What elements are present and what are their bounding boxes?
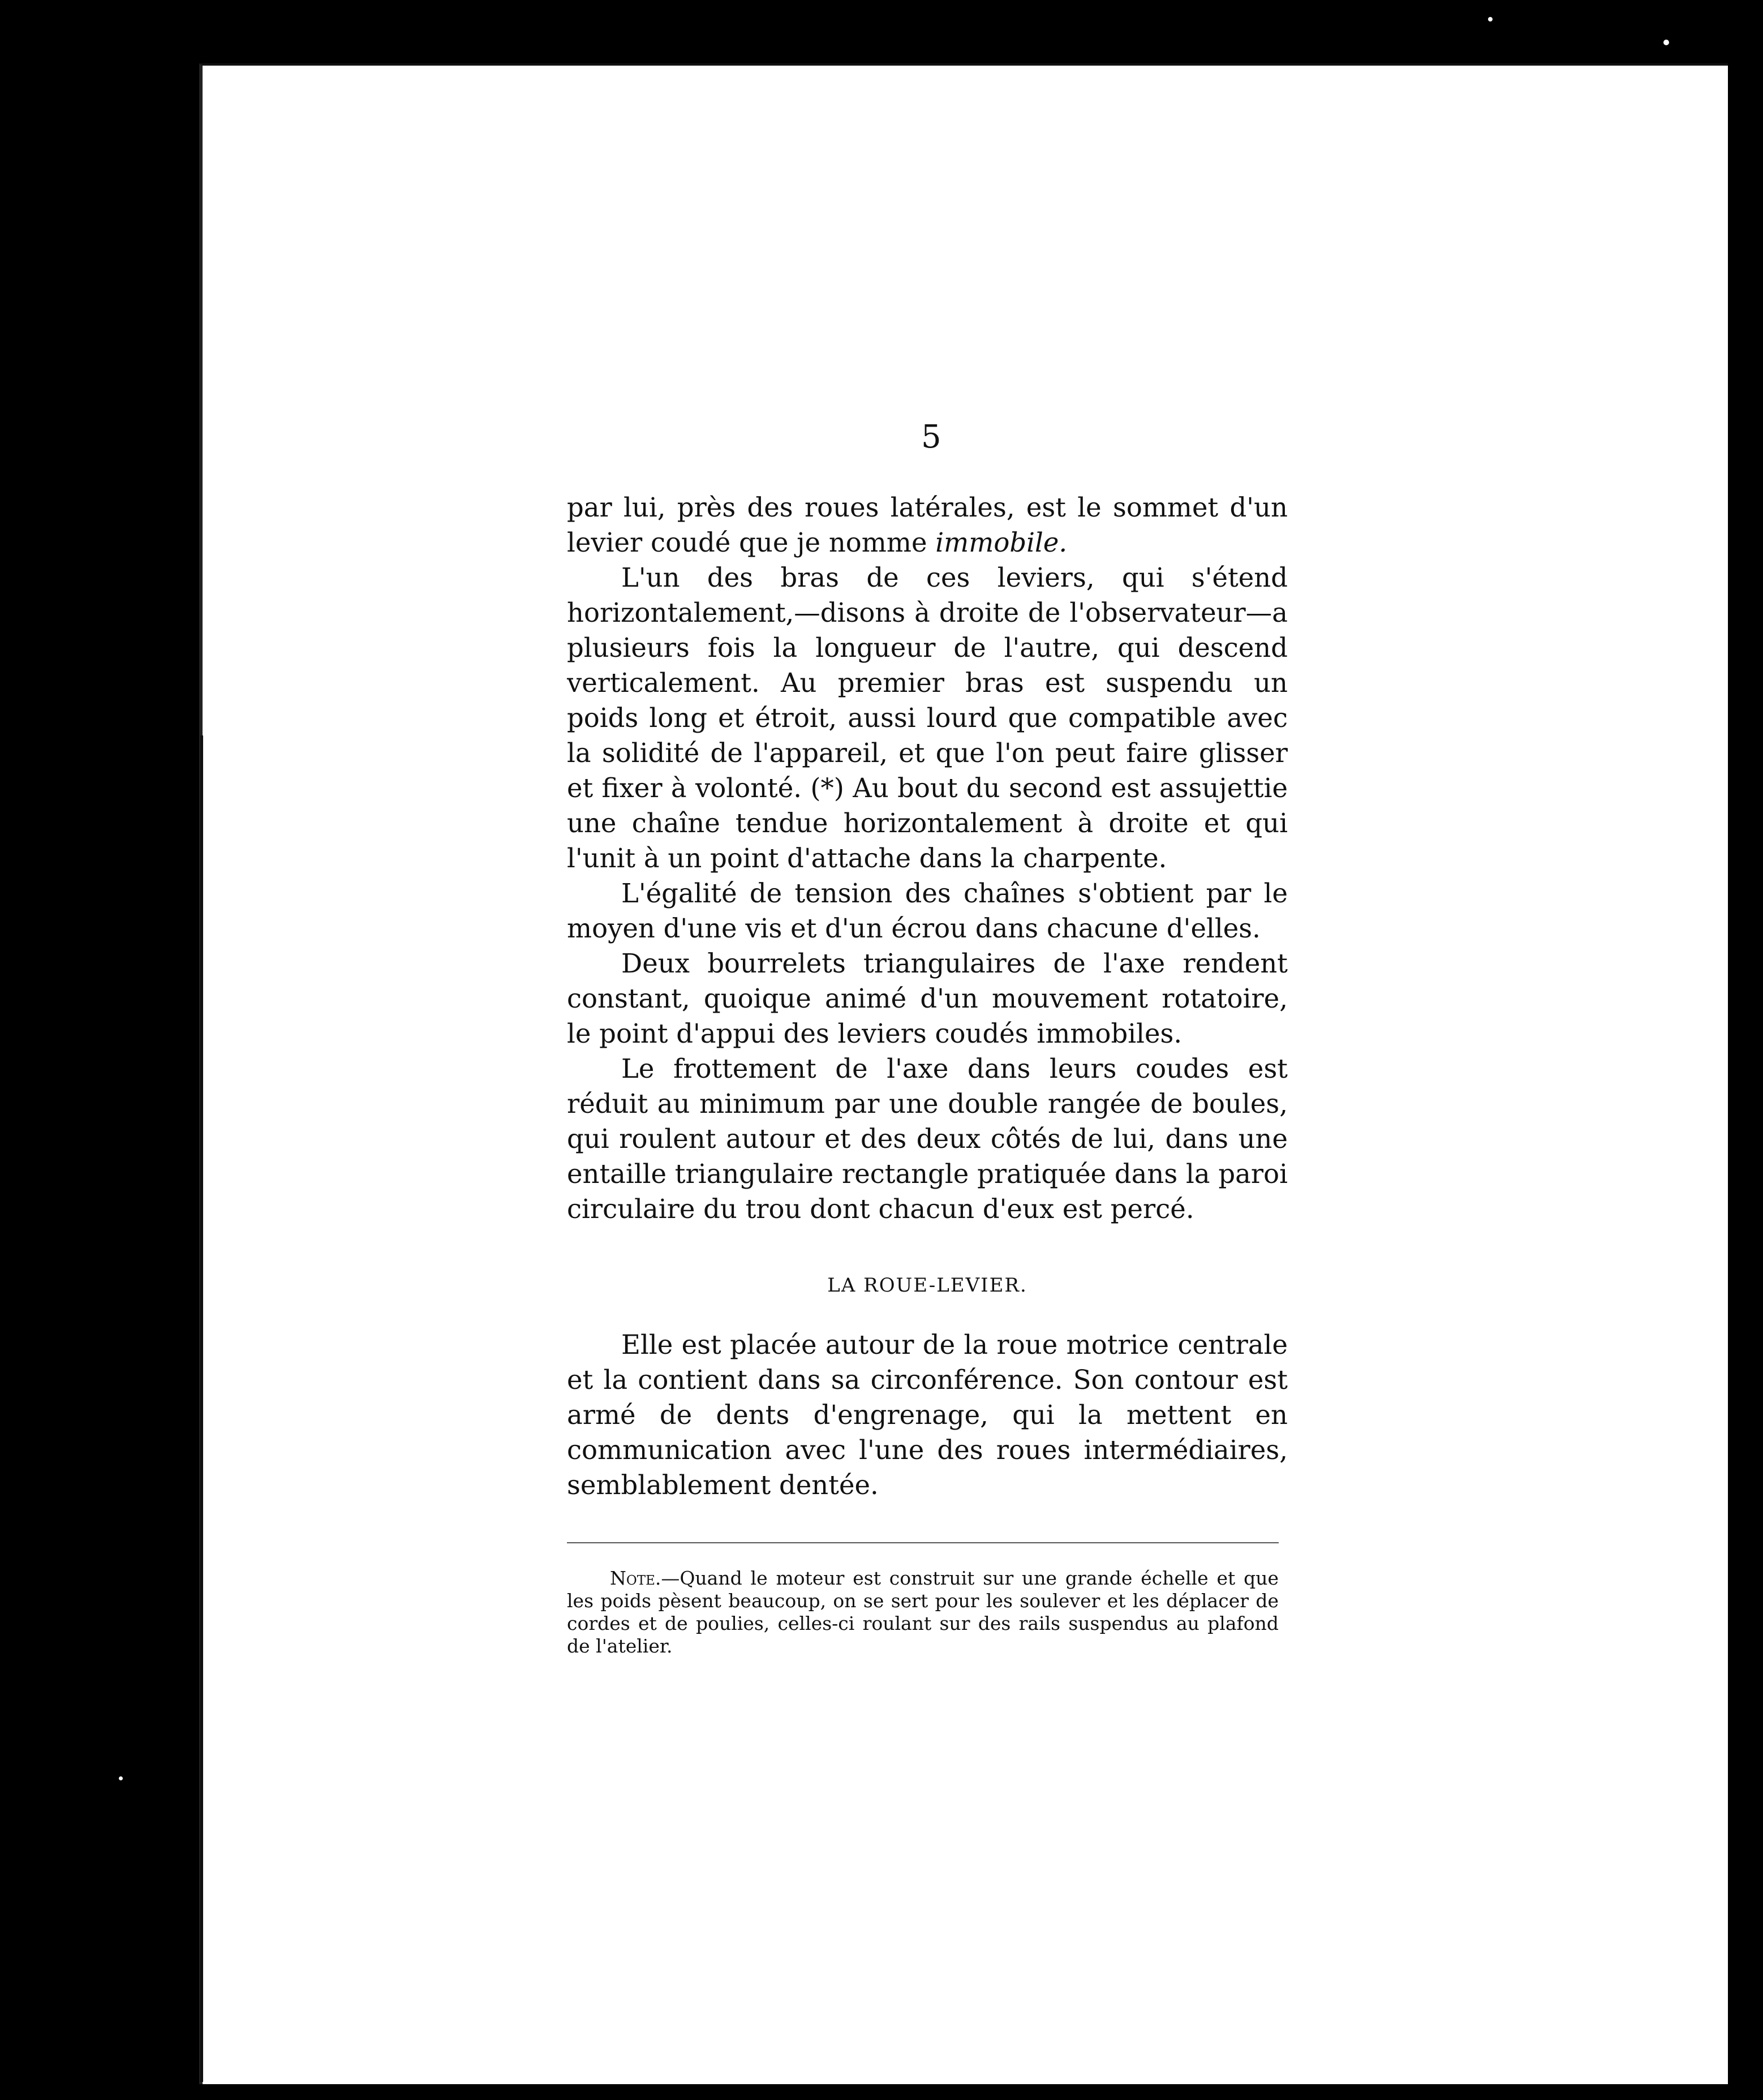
body-text	[567, 490, 1288, 1227]
page-number: 5	[921, 419, 941, 455]
paragraph: Le frottement de l'axe dans leurs coudes est réduit au minimum par une double rangée de boules, qui roulent autour et des deux côtés de lui, dans une entaille triangulaire rectangle pratiquée dans la paroi circulaire du trou dont chacun d'eux est percé.	[567, 1053, 1288, 1224]
page-fold-line	[200, 735, 203, 2082]
footnote-text: —Quand le moteur est construit sur une grande échelle et que les poids pèsent beaucoup, on se sert pour les soulever et les déplacer de cordes et de poulies, celles-ci roulant sur des rails suspendus au plafond de l'atelier.	[567, 1567, 1279, 1657]
scan-speck	[1663, 40, 1669, 45]
italic-term: immobile.	[935, 527, 1068, 558]
paragraph: L'un des bras de ces leviers, qui s'étend horizontalement,—disons à droite de l'observateur—a plusieurs fois la longueur de l'autre, qui descend verticalement. Au premier bras est suspendu un poids long et étroit, aussi lourd que compatible avec la solidité de l'appareil, et que l'on peut faire glisser et fixer à volonté. (*) Au bout du second est assujettie une chaîne tendue horizontalement à droite et qui l'unit à un point d'attache dans la charpente.	[567, 562, 1288, 873]
paragraph: L'égalité de tension des chaînes s'obtient par le moyen d'une vis et d'un écrou dans chacune d'elles.	[567, 878, 1288, 944]
section-heading: LA ROUE-LEVIER.	[827, 1274, 1027, 1297]
section-text	[567, 1327, 1288, 1503]
paragraph: Elle est placée autour de la roue motrice centrale et la contient dans sa circonférence. Son contour est armé de dents d'engrenage, qui la mettent en communication avec l'une des roues intermédiaires, semblablement dentée.	[567, 1329, 1288, 1500]
paragraph-text: par lui, près des roues latérales, est le sommet d'un levier coudé que je nomme	[567, 492, 1288, 558]
footnote-divider	[567, 1542, 1279, 1543]
paragraph	[567, 490, 1288, 560]
footnote-label: Note.	[610, 1567, 661, 1589]
paragraph: Deux bourrelets triangulaires de l'axe rendent constant, quoique animé d'un mouvement rotatoire, le point d'appui des leviers coudés immobiles.	[567, 948, 1288, 1049]
scan-speck	[1488, 17, 1493, 21]
footnote	[567, 1567, 1279, 1658]
scan-speck	[119, 1776, 123, 1780]
